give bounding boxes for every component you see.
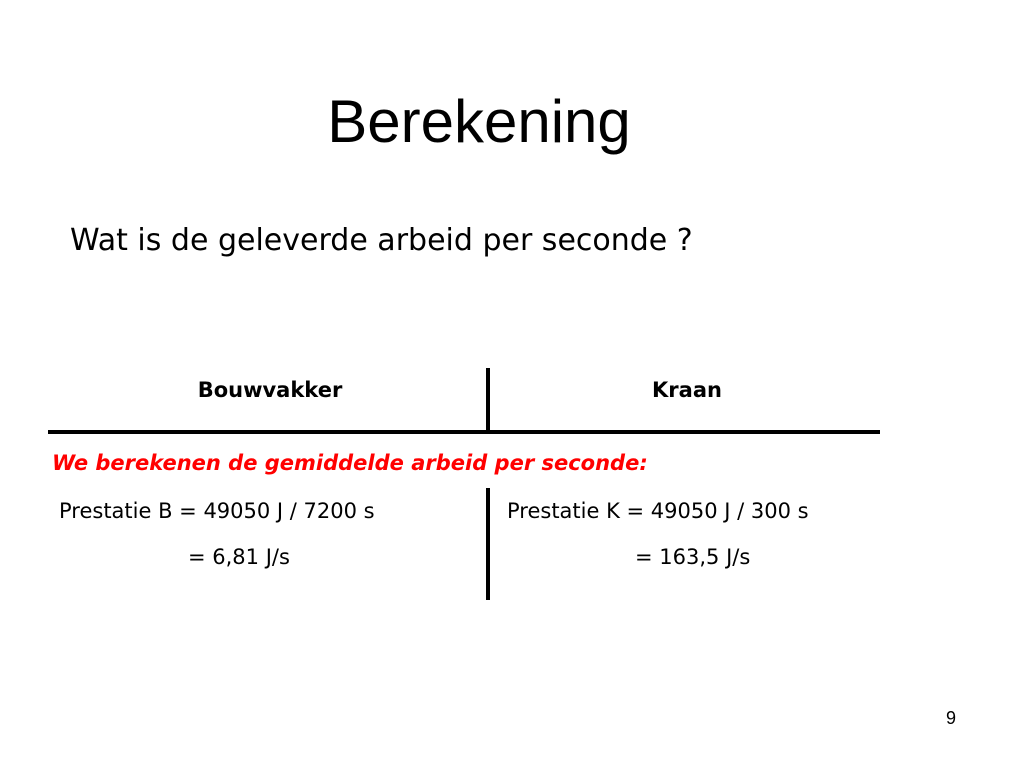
column-header-bouwvakker: Bouwvakker <box>197 378 343 402</box>
calculation-note: We berekenen de gemiddelde arbeid per seconde: <box>52 451 648 475</box>
table-divider-vertical-bottom <box>486 488 490 600</box>
slide-title: Berekening <box>327 88 631 155</box>
page-number: 9 <box>946 708 957 728</box>
kraan-result: = 163,5 J/s <box>635 545 751 569</box>
table-divider-horizontal <box>48 430 880 434</box>
slide-question: Wat is de geleverde arbeid per seconde ? <box>70 223 693 258</box>
kraan-formula: Prestatie K = 49050 J / 300 s <box>507 499 809 523</box>
bouwvakker-formula: Prestatie B = 49050 J / 7200 s <box>59 499 375 523</box>
column-header-kraan: Kraan <box>652 378 722 402</box>
bouwvakker-result: = 6,81 J/s <box>188 545 290 569</box>
table-divider-vertical-top <box>486 368 490 430</box>
